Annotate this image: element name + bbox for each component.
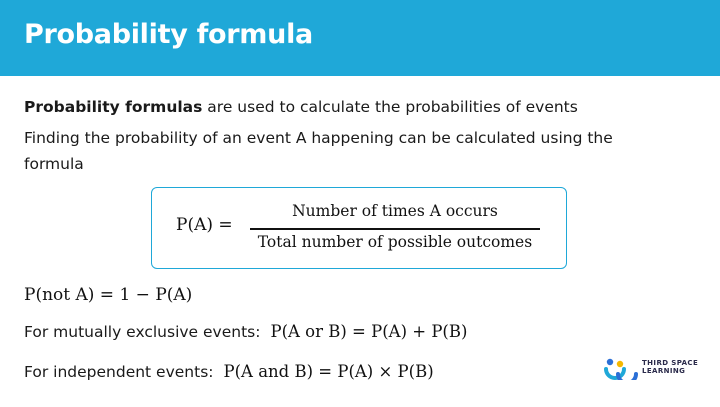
fraction-bar <box>250 228 540 230</box>
independent-formula: P(A and B) = P(A) × P(B) <box>223 362 434 381</box>
logo-line-2: LEARNING <box>642 367 686 375</box>
intro-line-3: formula <box>24 155 84 173</box>
intro-line-1-rest: are used to calculate the probabilities of events <box>202 98 578 116</box>
intro-bold-term: Probability formulas <box>24 98 203 116</box>
page-title: Probability formula <box>24 19 313 50</box>
mutually-exclusive-label: For mutually exclusive events: <box>24 323 261 341</box>
header-bar <box>0 0 720 76</box>
formula-numerator: Number of times A occurs <box>292 202 498 220</box>
intro-line-1 <box>24 98 578 116</box>
formula-lhs: P(A) = <box>176 215 233 235</box>
mutually-exclusive-rule <box>24 322 467 341</box>
mutually-exclusive-formula: P(A or B) = P(A) + P(B) <box>270 322 468 341</box>
logo-wordmark <box>642 359 698 375</box>
independent-rule <box>24 362 434 381</box>
formula-denominator: Total number of possible outcomes <box>257 233 533 251</box>
logo-line-1: THIRD SPACE <box>642 359 699 367</box>
complement-rule: P(not A) = 1 − P(A) <box>24 285 193 305</box>
independent-label: For independent events: <box>24 363 214 381</box>
intro-line-2: Finding the probability of an event A happening can be calculated using the <box>24 129 613 147</box>
